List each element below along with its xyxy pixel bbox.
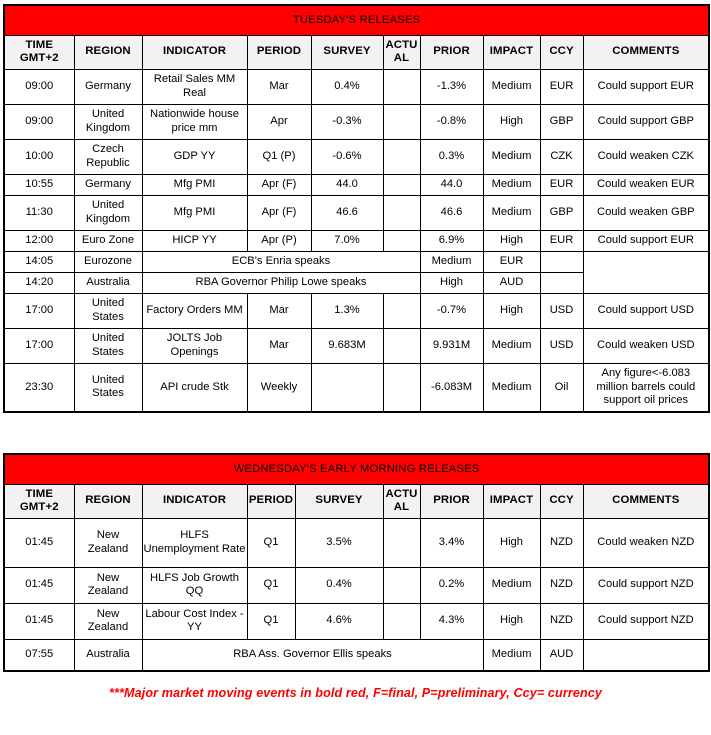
cell-region: Germany (74, 69, 142, 104)
cell-survey: 4.6% (295, 603, 383, 639)
cell-comments: Could support NZD (583, 603, 709, 639)
cell-actual (383, 603, 420, 639)
cell-time: 12:00 (4, 230, 74, 251)
cell-ccy: EUR (540, 174, 583, 195)
cell-impact: High (483, 518, 540, 567)
col-header-period: PERIOD (247, 35, 311, 69)
cell-survey: 0.4% (311, 69, 383, 104)
cell-impact: Medium (483, 195, 540, 230)
cell-comments: Could weaken EUR (583, 174, 709, 195)
cell-time: 17:00 (4, 293, 74, 328)
cell-period: Apr (247, 104, 311, 139)
cell-period: Mar (247, 328, 311, 363)
cell-impact: High (483, 230, 540, 251)
cell-region: New Zealand (74, 567, 142, 603)
cell-comments: Could weaken CZK (583, 139, 709, 174)
cell-prior: 0.2% (420, 567, 483, 603)
cell-event: RBA Ass. Governor Ellis speaks (142, 639, 483, 671)
cell-indicator: Mfg PMI (142, 195, 247, 230)
cell-period: Q1 (247, 603, 295, 639)
cell-region: Australia (74, 272, 142, 293)
cell-comments: Could weaken GBP (583, 195, 709, 230)
cell-survey: -0.6% (311, 139, 383, 174)
cell-survey: -0.3% (311, 104, 383, 139)
tuesday-column-header-row (4, 35, 709, 69)
cell-indicator: Nationwide house price mm (142, 104, 247, 139)
cell-event: ECB's Enria speaks (142, 251, 420, 272)
col-header-period: PERIOD (247, 484, 295, 518)
cell-region: Australia (74, 639, 142, 671)
col-header-region: REGION (74, 35, 142, 69)
cell-impact: Medium (483, 567, 540, 603)
cell-period: Mar (247, 293, 311, 328)
cell-time: 14:20 (4, 272, 74, 293)
tuesday-table-title: TUESDAY'S RELEASES (4, 5, 709, 35)
col-header-actual: ACTUAL (383, 484, 420, 518)
cell-time: 17:00 (4, 328, 74, 363)
col-header-comments: COMMENTS (583, 484, 709, 518)
cell-impact: Medium (483, 139, 540, 174)
col-header-comments: COMMENTS (583, 35, 709, 69)
cell-time: 01:45 (4, 567, 74, 603)
cell-indicator: JOLTS Job Openings (142, 328, 247, 363)
cell-period: Q1 (247, 518, 295, 567)
cell-comments: Could support EUR (583, 69, 709, 104)
table-row (4, 293, 709, 328)
cell-impact: Medium (420, 251, 483, 272)
col-header-ccy: CCY (540, 484, 583, 518)
cell-ccy: NZD (540, 518, 583, 567)
cell-time: 01:45 (4, 603, 74, 639)
cell-ccy: NZD (540, 567, 583, 603)
cell-region: Czech Republic (74, 139, 142, 174)
col-header-region: REGION (74, 484, 142, 518)
cell-survey: 1.3% (311, 293, 383, 328)
cell-prior: 6.9% (420, 230, 483, 251)
table-row (4, 328, 709, 363)
col-header-time: TIME GMT+2 (4, 35, 74, 69)
cell-impact: Medium (483, 69, 540, 104)
col-header-impact: IMPACT (483, 484, 540, 518)
cell-time: 14:05 (4, 251, 74, 272)
col-header-survey: SURVEY (295, 484, 383, 518)
cell-indicator: GDP YY (142, 139, 247, 174)
table-row (4, 639, 709, 671)
cell-period: Q1 (P) (247, 139, 311, 174)
cell-comments: Could support EUR (583, 230, 709, 251)
cell-indicator: HLFS Job Growth QQ (142, 567, 247, 603)
cell-ccy: CZK (540, 139, 583, 174)
wednesday-table-title: WEDNESDAY'S EARLY MORNING RELEASES (4, 454, 709, 484)
cell-time: 09:00 (4, 104, 74, 139)
col-header-prior: PRIOR (420, 484, 483, 518)
cell-comments: Any figure<-6.083 million barrels could support oil prices (583, 363, 709, 412)
cell-time: 09:00 (4, 69, 74, 104)
cell-indicator: HLFS Unemployment Rate (142, 518, 247, 567)
cell-comments (583, 639, 709, 671)
cell-period: Q1 (247, 567, 295, 603)
cell-ccy: Oil (540, 363, 583, 412)
cell-actual (383, 139, 420, 174)
col-header-prior: PRIOR (420, 35, 483, 69)
cell-ccy: GBP (540, 195, 583, 230)
cell-actual (383, 230, 420, 251)
cell-region: New Zealand (74, 518, 142, 567)
cell-region: Eurozone (74, 251, 142, 272)
cell-ccy: USD (540, 328, 583, 363)
cell-time: 23:30 (4, 363, 74, 412)
table-row (4, 363, 709, 412)
cell-prior: 3.4% (420, 518, 483, 567)
cell-prior: 46.6 (420, 195, 483, 230)
cell-region: United States (74, 328, 142, 363)
cell-indicator: Mfg PMI (142, 174, 247, 195)
cell-actual (383, 195, 420, 230)
cell-actual (383, 293, 420, 328)
table-row (4, 518, 709, 567)
table-row (4, 104, 709, 139)
cell-comments: Could support GBP (583, 104, 709, 139)
table-row (4, 251, 709, 272)
cell-event: RBA Governor Philip Lowe speaks (142, 272, 420, 293)
legend-footnote: ***Major market moving events in bold red, F=final, P=preliminary, Ccy= currency (109, 686, 602, 700)
cell-time: 07:55 (4, 639, 74, 671)
cell-indicator: Retail Sales MM Real (142, 69, 247, 104)
tuesday-releases-table (3, 4, 710, 413)
cell-ccy: AUD (540, 639, 583, 671)
cell-actual (383, 69, 420, 104)
col-header-survey: SURVEY (311, 35, 383, 69)
cell-ccy: EUR (540, 230, 583, 251)
cell-comments: Could weaken USD (583, 328, 709, 363)
cell-region: United States (74, 363, 142, 412)
cell-region: Euro Zone (74, 230, 142, 251)
cell-indicator: Factory Orders MM (142, 293, 247, 328)
cell-prior: -0.8% (420, 104, 483, 139)
col-header-actual: ACTUAL (383, 35, 420, 69)
cell-prior: 9.931M (420, 328, 483, 363)
col-header-indicator: INDICATOR (142, 35, 247, 69)
cell-prior: 44.0 (420, 174, 483, 195)
cell-period: Mar (247, 69, 311, 104)
cell-region: United Kingdom (74, 195, 142, 230)
table-row (4, 139, 709, 174)
cell-region: United States (74, 293, 142, 328)
cell-ccy: GBP (540, 104, 583, 139)
cell-period: Apr (P) (247, 230, 311, 251)
cell-survey: 9.683M (311, 328, 383, 363)
cell-actual (383, 328, 420, 363)
cell-comments: Could weaken NZD (583, 518, 709, 567)
cell-actual (383, 363, 420, 412)
cell-impact: Medium (483, 174, 540, 195)
table-row (4, 69, 709, 104)
cell-prior: -0.7% (420, 293, 483, 328)
cell-indicator: HICP YY (142, 230, 247, 251)
cell-ccy: USD (540, 293, 583, 328)
cell-period: Weekly (247, 363, 311, 412)
cell-comments: Could support NZD (583, 567, 709, 603)
col-header-time: TIME GMT+2 (4, 484, 74, 518)
cell-impact: Medium (483, 363, 540, 412)
cell-actual (383, 567, 420, 603)
col-header-impact: IMPACT (483, 35, 540, 69)
cell-indicator: Labour Cost Index - YY (142, 603, 247, 639)
cell-time: 01:45 (4, 518, 74, 567)
col-header-ccy: CCY (540, 35, 583, 69)
cell-impact: Medium (483, 639, 540, 671)
table-row (4, 174, 709, 195)
table-row (4, 195, 709, 230)
cell-prior: -1.3% (420, 69, 483, 104)
cell-prior: 4.3% (420, 603, 483, 639)
cell-ccy: AUD (483, 272, 540, 293)
table-row (4, 230, 709, 251)
wednesday-column-header-row (4, 484, 709, 518)
cell-survey: 7.0% (311, 230, 383, 251)
cell-comments (540, 251, 583, 272)
table-row (4, 272, 709, 293)
cell-period: Apr (F) (247, 174, 311, 195)
cell-survey: 44.0 (311, 174, 383, 195)
cell-region: Germany (74, 174, 142, 195)
table-separator (3, 413, 708, 453)
cell-impact: High (483, 603, 540, 639)
cell-time: 11:30 (4, 195, 74, 230)
cell-impact: High (483, 293, 540, 328)
cell-comments (540, 272, 583, 293)
cell-time: 10:55 (4, 174, 74, 195)
cell-survey: 0.4% (295, 567, 383, 603)
cell-survey (311, 363, 383, 412)
cell-actual (383, 104, 420, 139)
wednesday-releases-table (3, 453, 710, 672)
cell-period: Apr (F) (247, 195, 311, 230)
cell-actual (383, 174, 420, 195)
cell-time: 10:00 (4, 139, 74, 174)
cell-impact: High (420, 272, 483, 293)
cell-region: United Kingdom (74, 104, 142, 139)
col-header-indicator: INDICATOR (142, 484, 247, 518)
cell-impact: High (483, 104, 540, 139)
cell-prior: -6.083M (420, 363, 483, 412)
cell-ccy: EUR (540, 69, 583, 104)
cell-prior: 0.3% (420, 139, 483, 174)
cell-actual (383, 518, 420, 567)
cell-ccy: EUR (483, 251, 540, 272)
cell-ccy: NZD (540, 603, 583, 639)
table-row (4, 567, 709, 603)
cell-comments: Could support USD (583, 293, 709, 328)
cell-region: New Zealand (74, 603, 142, 639)
cell-survey: 3.5% (295, 518, 383, 567)
cell-indicator: API crude Stk (142, 363, 247, 412)
cell-impact: Medium (483, 328, 540, 363)
cell-survey: 46.6 (311, 195, 383, 230)
table-row (4, 603, 709, 639)
